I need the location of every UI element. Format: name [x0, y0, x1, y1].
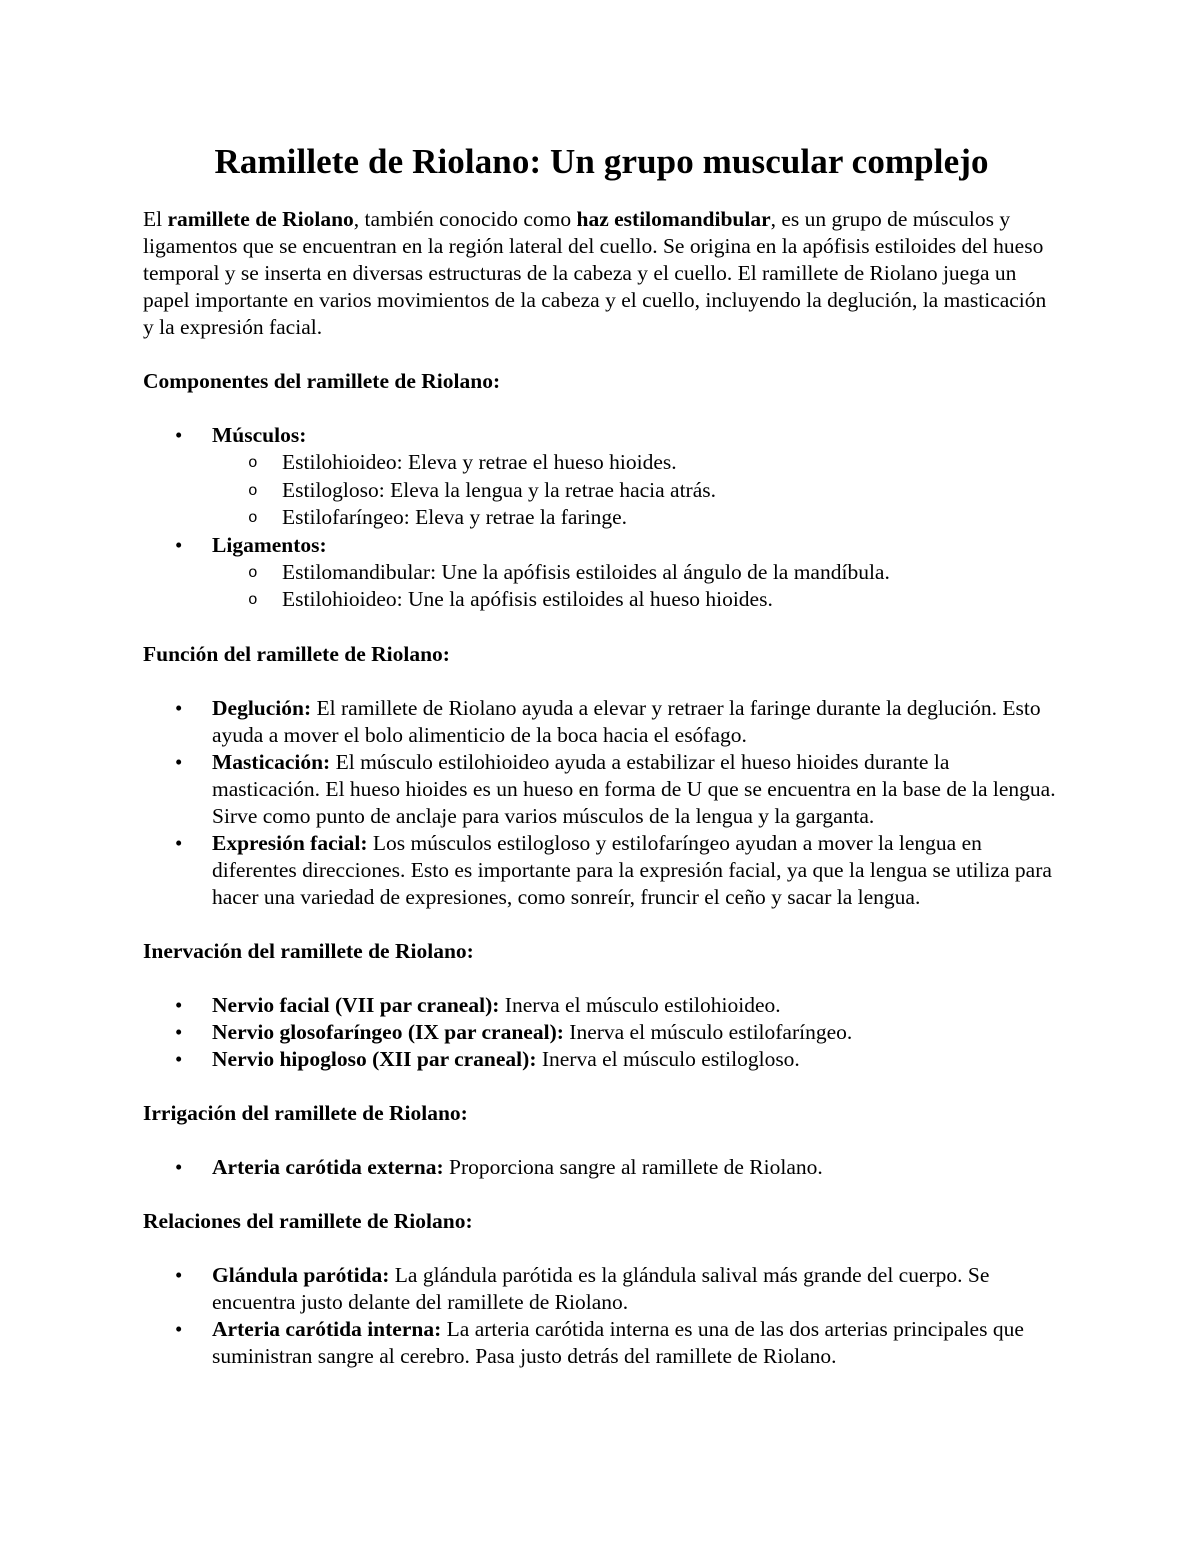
musculos-sublist [212, 449, 1060, 532]
item-label: Arteria carótida externa: [212, 1154, 444, 1179]
list-item [143, 1316, 1060, 1370]
list-item [143, 1262, 1060, 1316]
item-text: El músculo estilohioideo ayuda a estabilizar el hueso hioides durante la masticación. El hueso hioides es un hueso en forma de U que se encuentra en la base de la lengua. Sirve como punto de anclaje para varios músculos de la lengua y la garganta. [212, 749, 1056, 828]
section-heading-inervacion: Inervación del ramillete de Riolano: [143, 938, 474, 963]
item-label: Expresión facial: [212, 830, 368, 855]
section-heading-relaciones: Relaciones del ramillete de Riolano: [143, 1208, 473, 1233]
sub-list-item: o Estilomandibular: Une la apófisis estiloides al ángulo de la mandíbula. [212, 559, 1060, 587]
item-label: Deglución: [212, 695, 312, 720]
inervacion-list [143, 992, 1060, 1073]
list-item [143, 749, 1060, 830]
item-text: La glándula parótida es la glándula salival más grande del cuerpo. Se encuentra justo delante del ramillete de Riolano. [212, 1262, 990, 1314]
list-item [143, 1154, 1060, 1181]
item-text: Inerva el músculo estilofaríngeo. [563, 1019, 853, 1044]
item-text: Inerva el músculo estilohioideo. [499, 992, 781, 1017]
item-label: Nervio glosofaríngeo (IX par craneal): [212, 1019, 564, 1044]
list-item [143, 1046, 1060, 1073]
irrigacion-list [143, 1154, 1060, 1181]
sub-list-item: o Estilofaríngeo: Eleva y retrae la faringe. [212, 504, 1060, 532]
item-label: Nervio hipogloso (XII par craneal): [212, 1046, 537, 1071]
sub-list-item: o Estilohioideo: Eleva y retrae el hueso hioides. [212, 449, 1060, 477]
item-text: El ramillete de Riolano ayuda a elevar y retraer la faringe durante la deglución. Esto ayuda a mover el bolo alimenticio de la boca hacia el esófago. [212, 695, 1041, 747]
intro-text-3: , es un grupo de músculos y ligamentos que se encuentran en la región lateral del cuello. Se origina en la apófisis estiloides del hueso temporal y se inserta en diversas estructuras de la cabeza y el cuello. El ramillete de Riolano juega un papel importante en varios movimientos de la cabeza y el cuello, incluyendo la deglución, la masticación y la expresión facial. [143, 207, 1047, 339]
musculos-label: Músculos: [212, 423, 307, 447]
sub-list-item: o Estilogloso: Eleva la lengua y la retrae hacia atrás. [212, 477, 1060, 505]
list-item [143, 532, 1060, 614]
relaciones-list [143, 1262, 1060, 1370]
item-label: Nervio facial (VII par craneal): [212, 992, 500, 1017]
ligamentos-sublist [212, 559, 1060, 614]
section-heading-funcion: Función del ramillete de Riolano: [143, 641, 450, 666]
item-text: Proporciona sangre al ramillete de Riolano. [443, 1154, 823, 1179]
list-item [143, 830, 1060, 911]
item-label: Masticación: [212, 749, 331, 774]
sub-list-item: o Estilohioideo: Une la apófisis estiloides al hueso hioides. [212, 586, 1060, 614]
ligamentos-label: Ligamentos: [212, 532, 327, 557]
list-item [143, 1019, 1060, 1046]
funcion-list [143, 695, 1060, 911]
intro-term-ramillete: ramillete de Riolano [167, 207, 354, 231]
list-item [143, 992, 1060, 1019]
section-heading-componentes: Componentes del ramillete de Riolano: [143, 369, 501, 393]
list-item [143, 695, 1060, 749]
item-text: Inerva el músculo estilogloso. [536, 1046, 800, 1071]
item-label: Glándula parótida: [212, 1262, 390, 1287]
intro-text-1: El [143, 207, 168, 231]
intro-text-2: , también conocido como [353, 207, 577, 231]
section-heading-irrigacion: Irrigación del ramillete de Riolano: [143, 1100, 468, 1125]
intro-term-haz: haz estilomandibular [576, 207, 771, 231]
document-title: Ramillete de Riolano: Un grupo muscular complejo [214, 142, 989, 181]
item-label: Arteria carótida interna: [212, 1316, 442, 1341]
list-item [143, 422, 1060, 532]
item-text: La arteria carótida interna es una de las dos arterias principales que suministran sangre al cerebro. Pasa justo detrás del ramillete de Riolano. [212, 1316, 1024, 1368]
intro-paragraph [143, 206, 1060, 341]
item-text: Los músculos estilogloso y estilofaríngeo ayudan a mover la lengua en diferentes direcciones. Esto es importante para la expresión facial, ya que la lengua se utiliza para hacer una variedad de expresiones, como sonreír, fruncir el ceño y sacar la lengua. [212, 830, 1052, 909]
componentes-list [143, 422, 1060, 614]
